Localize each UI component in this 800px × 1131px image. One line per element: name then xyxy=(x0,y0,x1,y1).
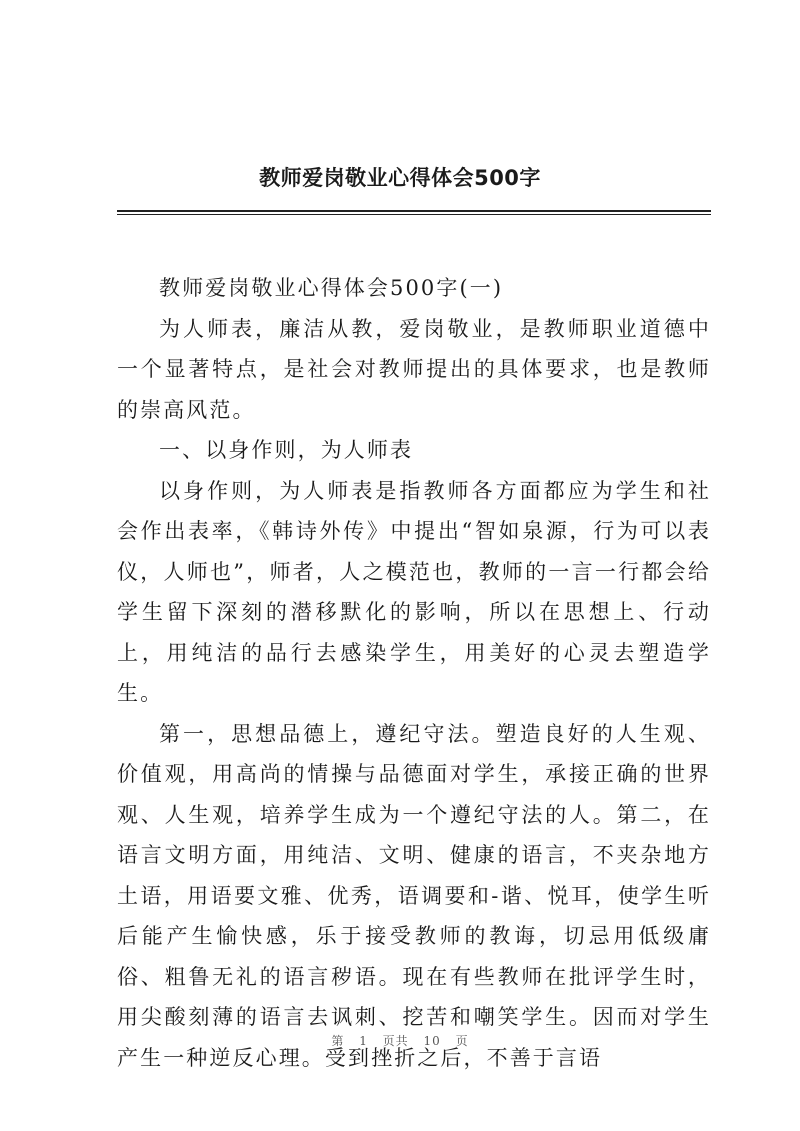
paragraph: 第一，思想品德上，遵纪守法。塑造良好的人生观、价值观，用高尚的情操与品德面对学生，承接正确的世界观、人生观，培养学生成为一个遵纪守法的人。第二，在语言文明方面，用纯洁、文明、健康的语言，不夹杂地方土语，用语要文雅、优秀，语调要和-谐、悦耳，使学生听后能产生愉快感，乐于接受教师的教诲，切忌用低级庸俗、粗鲁无礼的语言秽语。现在有些教师在批评学生时，用尖酸刻薄的语言去讽刺、挖苦和嘲笑学生。因而对学生产生一种逆反心理。受到挫折之后，不善于言语 xyxy=(117,721,711,1070)
page-footer: 第 1 页共 10 页 xyxy=(331,1034,469,1048)
paragraph: 为人师表，廉洁从教，爱岗敬业，是教师职业道德中一个显著特点，是社会对教师提出的具体要求，也是教师的崇高风范。 xyxy=(117,316,711,422)
subsection-heading: 一、以身作则，为人师表 xyxy=(159,438,414,462)
page-title: 教师爱岗敬业心得体会500字 xyxy=(259,166,541,190)
paragraph: 以身作则，为人师表是指教师各方面都应为学生和社会作出表率，《韩诗外传》中提出“智如泉源，行为可以表仪，人师也”，师者，人之模范也，教师的一言一行都会给学生留下深刻的潜移默化的影响，所以在思想上、行动上，用纯洁的品行去感染学生，用美好的心灵去塑造学生。 xyxy=(117,478,711,705)
document-body xyxy=(117,268,711,1078)
title-divider-thin xyxy=(117,214,711,215)
title-divider xyxy=(117,210,711,212)
section-heading: 教师爱岗敬业心得体会500字(一) xyxy=(159,276,504,300)
